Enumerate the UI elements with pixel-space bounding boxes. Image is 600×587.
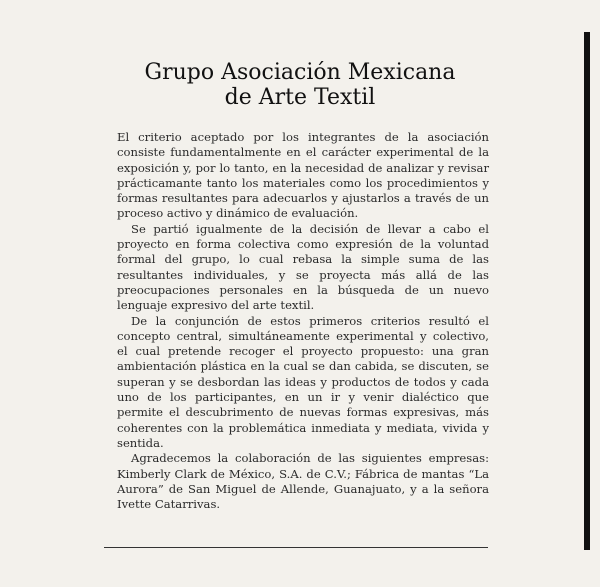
body-text <box>117 130 489 512</box>
paragraph-4: Agradecemos la colaboración de las siguientes empresas: Kimberly Clark de México, S.A. de C.V.; Fábrica de mantas “La Aurora” de San Miguel de Allende, Guanajuato, y a la señora Ivette Catarrivas. <box>117 451 489 512</box>
title-line-2: de Arte Textil <box>224 85 376 110</box>
title-line-1: Grupo Asociación Mexicana <box>144 60 456 85</box>
page-edge-bar <box>584 32 590 550</box>
page-title <box>0 60 600 110</box>
bottom-divider <box>104 547 488 548</box>
paragraph-3: De la conjunción de estos primeros criterios resultó el concepto central, simultáneamente experimental y colectivo, el cual pretende recoger el proyecto propuesto: una gran ambientación plástica en la cual se dan cabida, se discuten, se superan y se desbordan las ideas y productos de todos y cada uno de los participantes, en un ir y venir dialéctico que permite el descubrimento de nuevas formas expresivas, más coherentes con la problemática inmediata y mediata, vivida y sentida. <box>117 313 489 450</box>
paragraph-1: El criterio aceptado por los integrantes de la asociación consiste fundamentalmente en el carácter experimental de la exposición y, por lo tanto, en la necesidad de analizar y revisar prácticamante tanto los materiales como los procedimientos y formas resultantes para adecuarlos y ajustarlos a través de un proceso activo y dinámico de evaluación. <box>117 130 489 221</box>
paragraph-2: Se partió igualmente de la decisión de llevar a cabo el proyecto en forma colectiva como expresión de la voluntad formal del grupo, lo cual rebasa la simple suma de las resultantes individuales, y se proyecta más allá de las preocupaciones personales en la búsqueda de un nuevo lenguaje expresivo del arte textil. <box>117 221 489 313</box>
